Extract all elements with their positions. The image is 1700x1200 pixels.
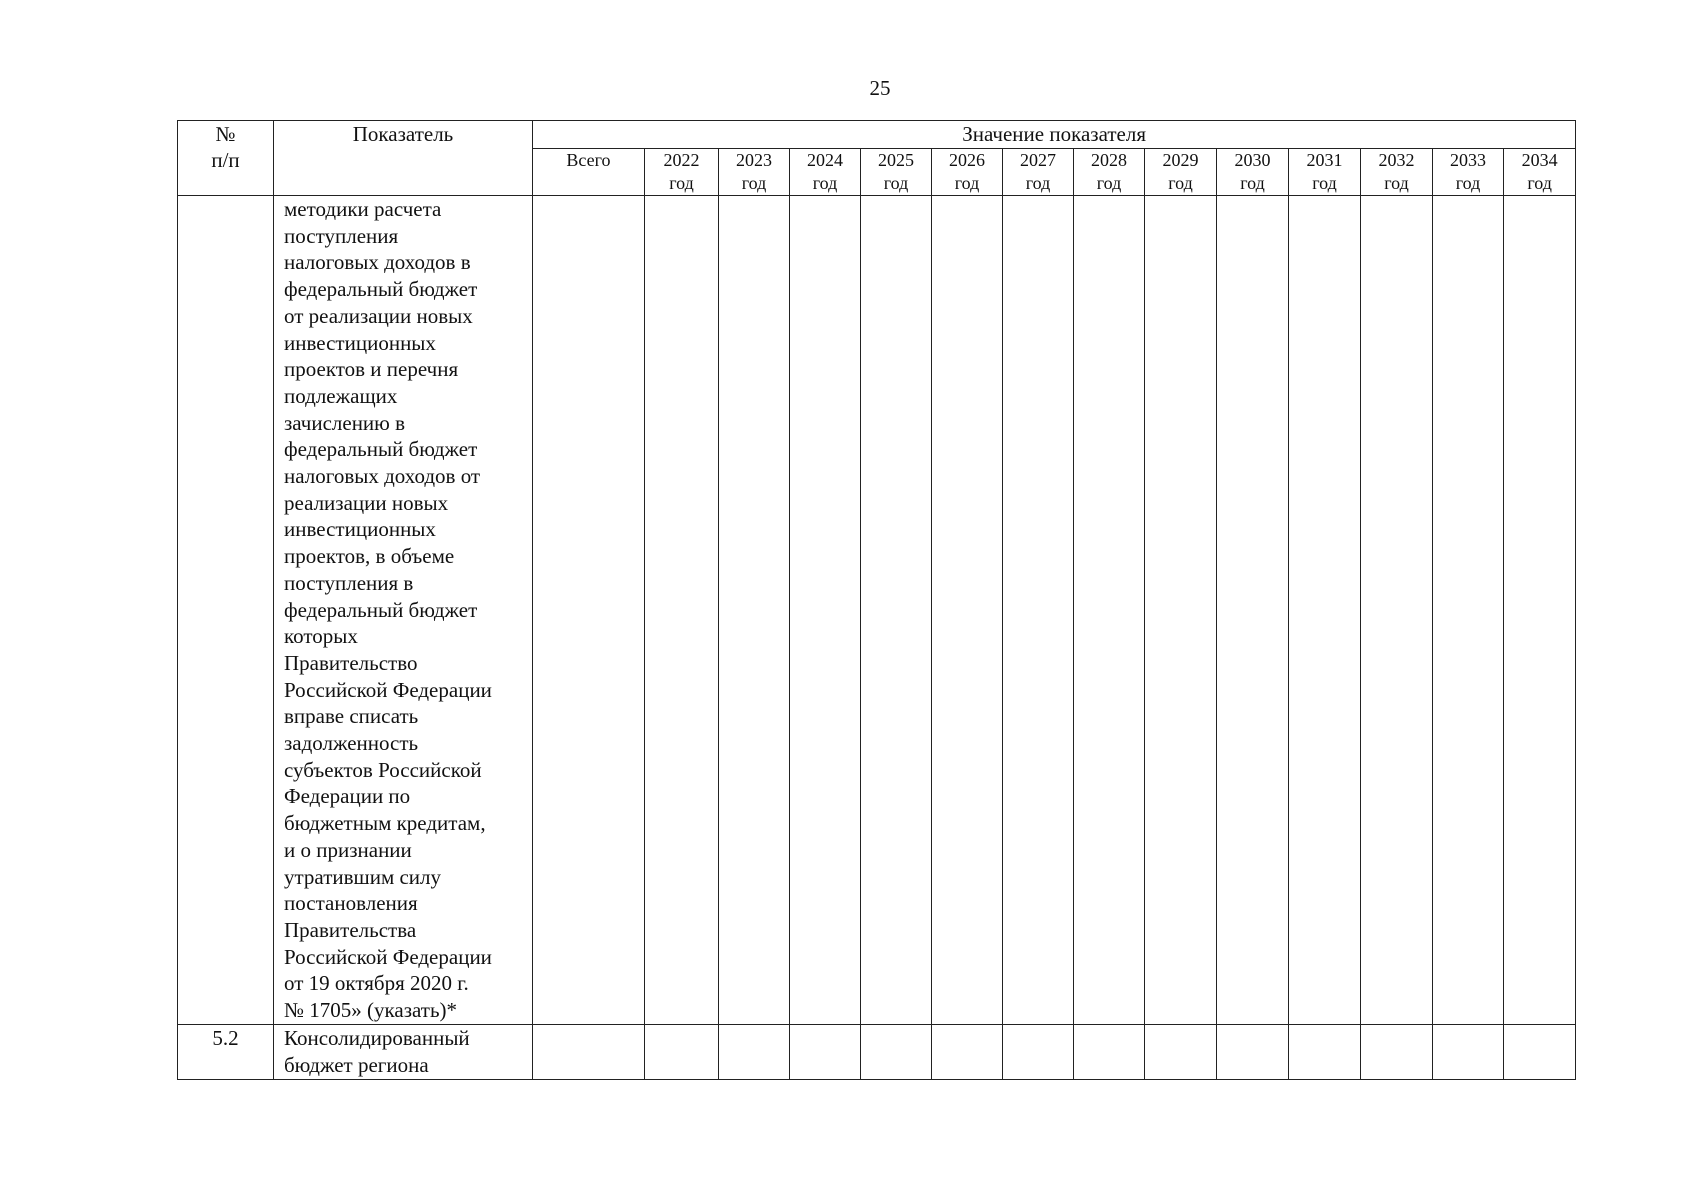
header-col-line1: 2024 bbox=[807, 150, 843, 170]
header-col-line2: год bbox=[954, 173, 980, 193]
header-col-line2: год bbox=[669, 173, 694, 193]
table-row bbox=[178, 1024, 1576, 1079]
header-num-label: № п/п bbox=[211, 122, 240, 172]
value-cell bbox=[533, 196, 645, 1025]
value-cell bbox=[1074, 1024, 1145, 1079]
value-cell bbox=[1433, 196, 1504, 1025]
header-col-2023 bbox=[719, 149, 790, 196]
row-indicator-cell: методики расчета поступления налоговых доходов в федеральный бюджет от реализации новых инвестиционных проектов и перечня подлежащих зачислению в федеральный бюджет налоговых доходов от реализации новых инвестиционных проектов, в объеме поступления в федеральный бюджет которых Правительство Российской Федерации вправе списать задолженность субъектов Российской Федерации по бюджетным кредитам, и о признании утратившим силу постановления Правительства Российской Федерации от 19 октября 2020 г. № 1705» (указать)* bbox=[274, 196, 533, 1025]
header-col-line1: 2033 bbox=[1450, 150, 1486, 170]
header-col-2032 bbox=[1361, 149, 1433, 196]
value-cell bbox=[861, 1024, 932, 1079]
page-number: 25 bbox=[869, 76, 891, 100]
header-value-group: Значение показателя bbox=[533, 121, 1576, 149]
header-col-line1: 2025 bbox=[878, 150, 914, 170]
header-col-2034 bbox=[1504, 149, 1576, 196]
row-num-cell: 5.2 bbox=[178, 1024, 274, 1079]
row-num-cell bbox=[178, 196, 274, 1025]
value-cell bbox=[861, 196, 932, 1025]
value-cell bbox=[1003, 196, 1074, 1025]
value-cell bbox=[1217, 196, 1289, 1025]
value-cell bbox=[1504, 1024, 1576, 1079]
header-col-line2: год bbox=[1096, 173, 1122, 193]
value-cell bbox=[1217, 1024, 1289, 1079]
value-cell bbox=[932, 1024, 1003, 1079]
header-col-2027 bbox=[1003, 149, 1074, 196]
value-cell bbox=[1361, 1024, 1433, 1079]
header-row-top bbox=[178, 121, 1576, 149]
header-col-2028 bbox=[1074, 149, 1145, 196]
header-col-line1: 2026 bbox=[949, 150, 985, 170]
value-cell bbox=[1074, 196, 1145, 1025]
header-col-line1: 2027 bbox=[1020, 150, 1056, 170]
header-col-2031 bbox=[1289, 149, 1361, 196]
header-col-line2: год bbox=[1240, 173, 1265, 193]
indicator-table bbox=[177, 120, 1576, 1080]
header-col-2024 bbox=[790, 149, 861, 196]
value-cell bbox=[719, 196, 790, 1025]
header-col-line1: 2030 bbox=[1234, 150, 1271, 170]
value-cell bbox=[1289, 1024, 1361, 1079]
value-cell bbox=[790, 196, 861, 1025]
value-cell bbox=[533, 1024, 645, 1079]
row-indicator-cell: Консолидированный бюджет региона bbox=[274, 1024, 533, 1079]
value-cell bbox=[1433, 1024, 1504, 1079]
header-col-line2: год bbox=[741, 173, 767, 193]
header-col-line1: 2034 bbox=[1521, 150, 1558, 170]
header-col-2025 bbox=[861, 149, 932, 196]
header-col-line1: Всего bbox=[566, 150, 611, 170]
value-cell bbox=[1289, 196, 1361, 1025]
header-col-line1: 2022 bbox=[663, 150, 700, 170]
header-col-line1: 2029 bbox=[1162, 150, 1199, 170]
value-cell bbox=[645, 1024, 719, 1079]
value-cell bbox=[1145, 1024, 1217, 1079]
header-col-2026 bbox=[932, 149, 1003, 196]
header-col-2030 bbox=[1217, 149, 1289, 196]
table-row bbox=[178, 196, 1576, 1025]
header-num bbox=[178, 121, 274, 196]
value-cell bbox=[1361, 196, 1433, 1025]
header-col-2029 bbox=[1145, 149, 1217, 196]
header-col-line2: год bbox=[1527, 173, 1552, 193]
header-indicator: Показатель bbox=[274, 121, 533, 196]
value-cell bbox=[1504, 196, 1576, 1025]
header-col-line1: 2023 bbox=[736, 150, 772, 170]
header-col-line1: 2031 bbox=[1306, 150, 1343, 170]
header-col-line2: год bbox=[1168, 173, 1193, 193]
header-col-line2: год bbox=[812, 173, 838, 193]
header-col-line1: 2032 bbox=[1378, 150, 1415, 170]
value-cell bbox=[1145, 196, 1217, 1025]
value-cell bbox=[932, 196, 1003, 1025]
value-cell bbox=[1003, 1024, 1074, 1079]
header-col-line2: год bbox=[1312, 173, 1337, 193]
header-col-line2: год bbox=[883, 173, 909, 193]
value-cell bbox=[790, 1024, 861, 1079]
value-cell bbox=[719, 1024, 790, 1079]
header-col-2022 bbox=[645, 149, 719, 196]
header-col-line2: год bbox=[1384, 173, 1409, 193]
header-col-total bbox=[533, 149, 645, 196]
header-col-line2: год bbox=[1025, 173, 1051, 193]
value-cell bbox=[645, 196, 719, 1025]
header-col-line1: 2028 bbox=[1091, 150, 1127, 170]
header-col-2033 bbox=[1433, 149, 1504, 196]
header-col-line2: год bbox=[1455, 173, 1481, 193]
